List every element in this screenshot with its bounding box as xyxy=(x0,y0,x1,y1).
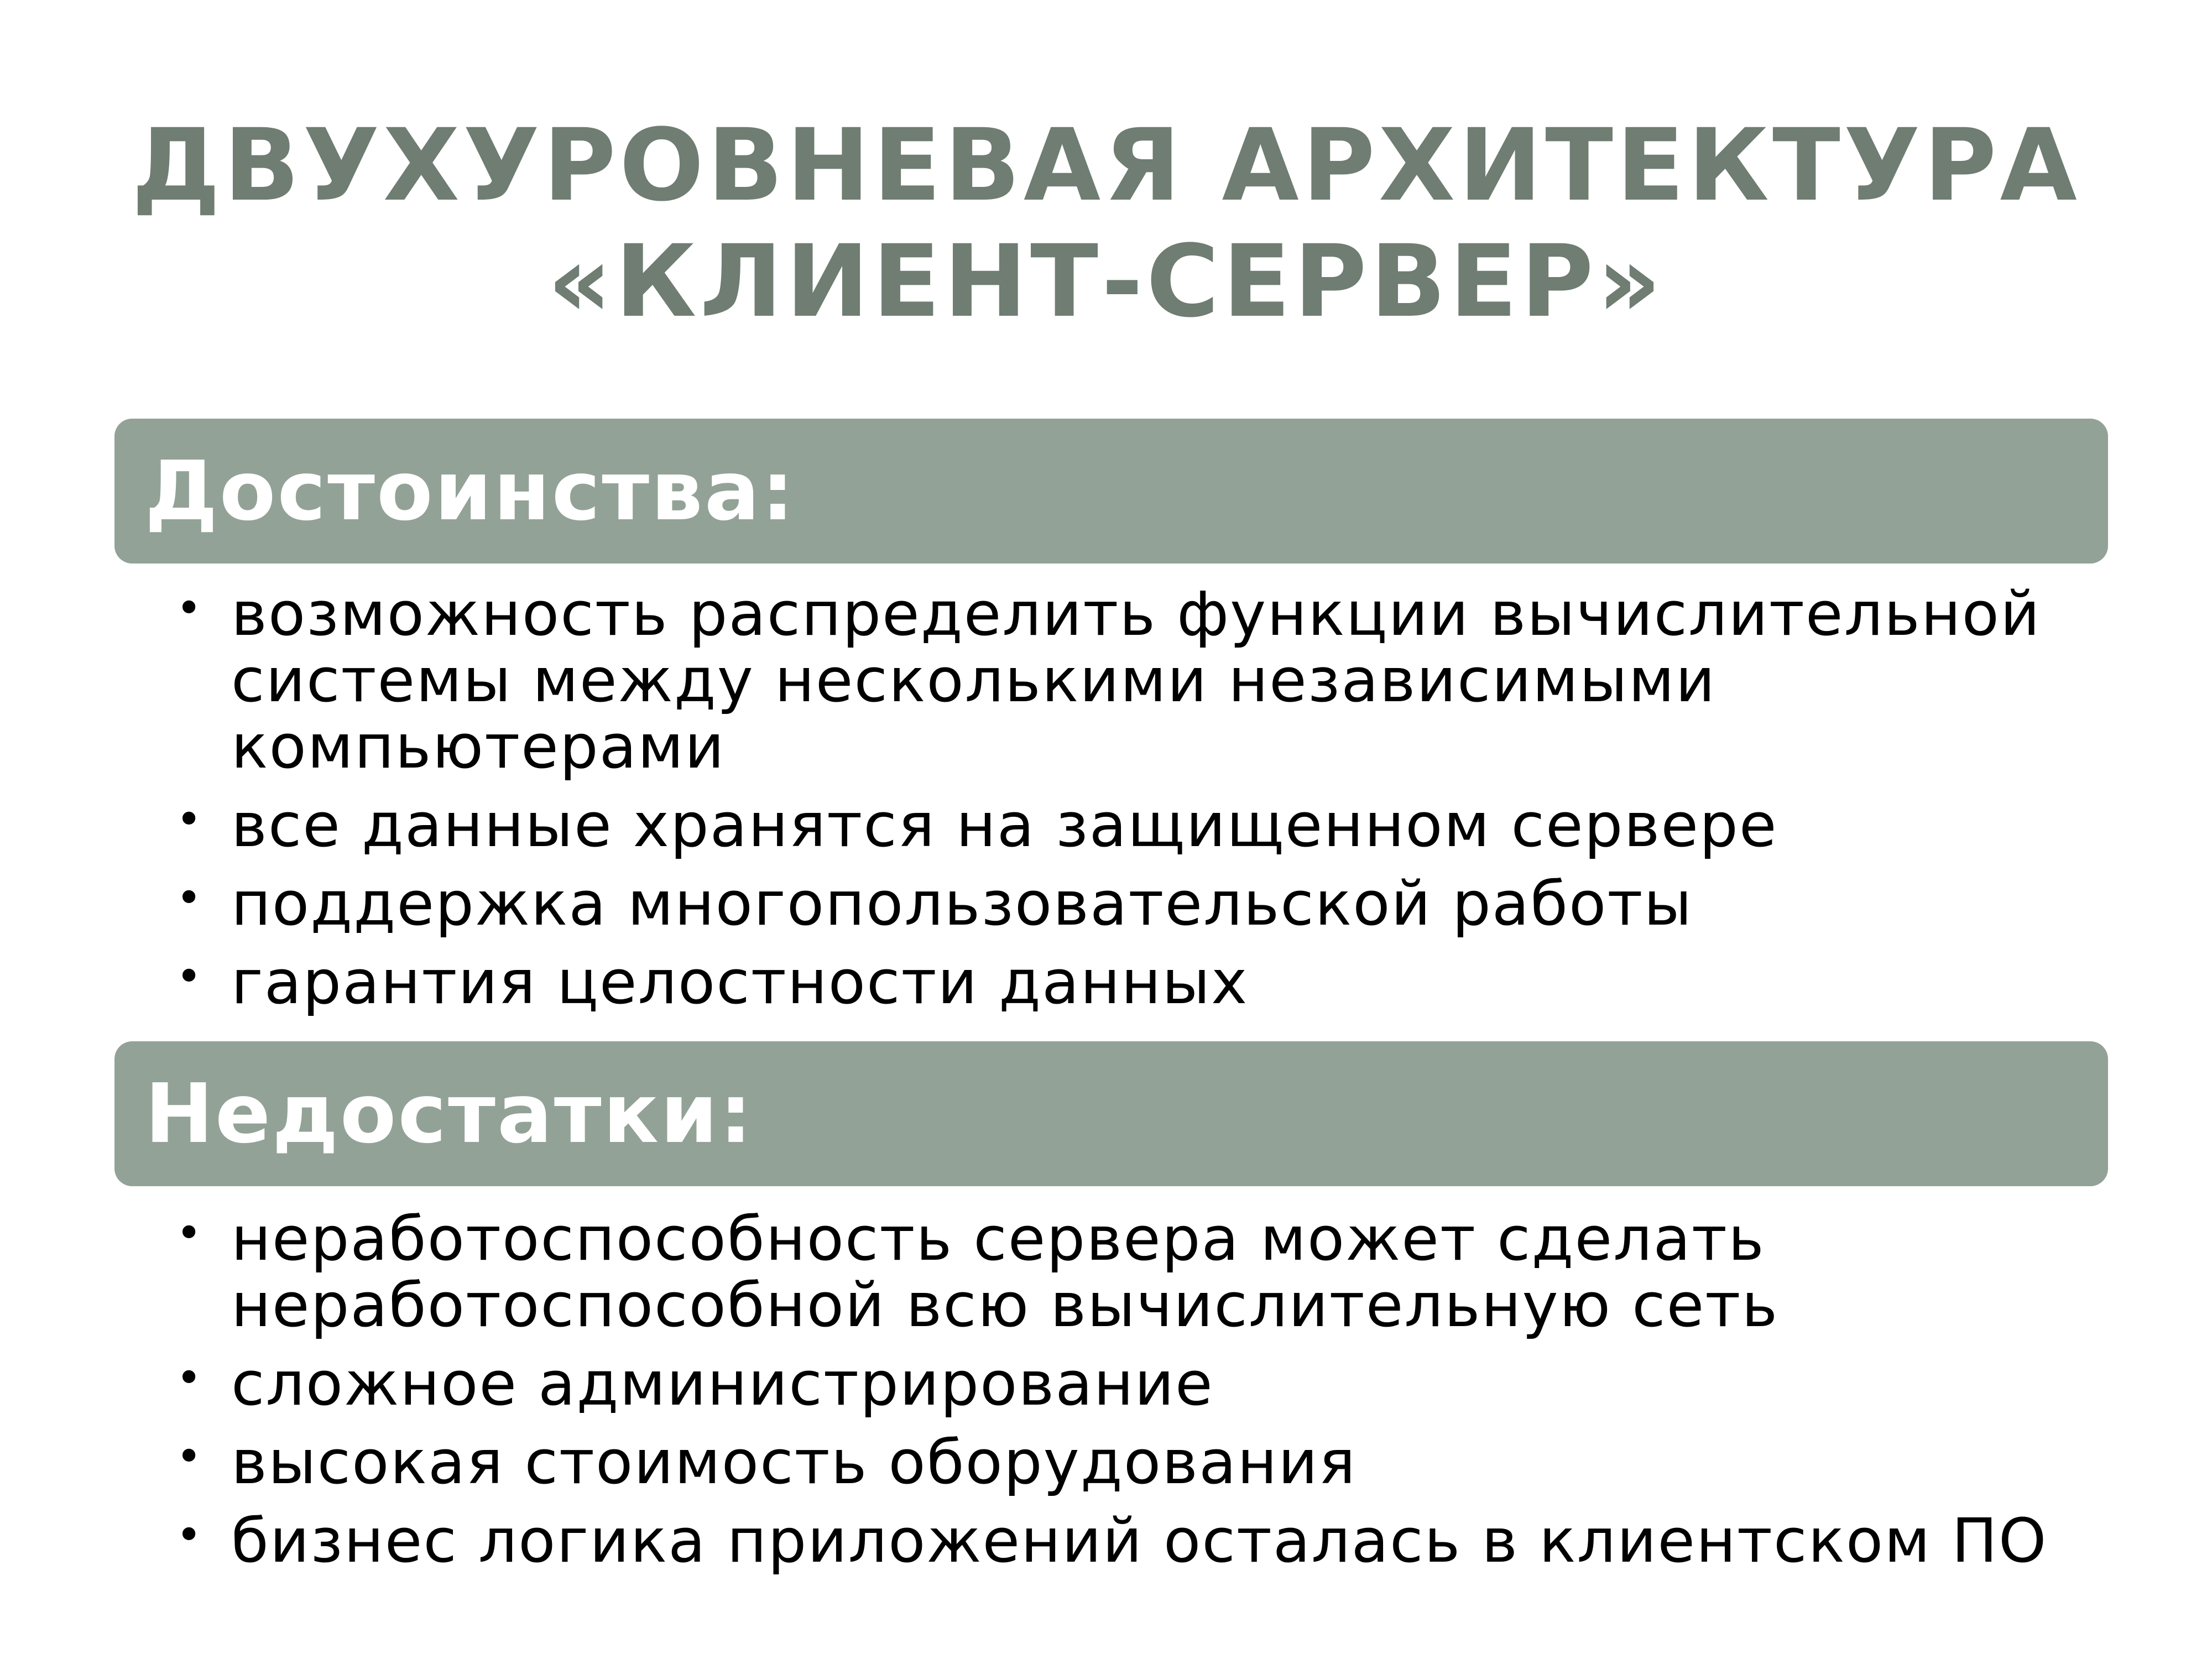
title-line-1: ДВУХУРОВНЕВАЯ АРХИТЕКТУРА xyxy=(132,108,2080,223)
bullet-icon: • xyxy=(176,872,204,924)
item-text-line: гарантия целостности данных xyxy=(231,947,1249,1018)
list-item xyxy=(166,792,2157,858)
item-text-line: системы между несколькими независимыми xyxy=(231,645,1717,716)
bullet-icon: • xyxy=(176,1207,204,1259)
bullet-icon: • xyxy=(176,582,204,634)
item-text-line: высокая стоимость оборудования xyxy=(231,1427,1357,1498)
list-item xyxy=(166,947,2157,1018)
bullet-icon: • xyxy=(176,794,204,845)
item-text-line: сложное администрирование xyxy=(231,1348,1214,1419)
bullet-icon: • xyxy=(176,951,204,1002)
list-item xyxy=(166,1350,2157,1417)
list-item xyxy=(166,1203,2157,1340)
title-line-2: «КЛИЕНТ-СЕРВЕР» xyxy=(547,224,1665,340)
item-text-line: поддержка многопользовательской работы xyxy=(231,868,1693,939)
bullet-icon: • xyxy=(176,1431,204,1482)
item-text-line: возможность распределить функции вычислительной xyxy=(231,578,2041,649)
list-item xyxy=(166,578,2157,782)
advantages-header: Достоинства: xyxy=(114,419,2108,564)
item-text-line: неработоспособность сервера может сделать xyxy=(231,1203,1765,1274)
disadvantages-header: Недостатки: xyxy=(114,1041,2108,1186)
list-item xyxy=(166,1507,2157,1574)
item-text-line: неработоспособной всю вычислительную сеть xyxy=(231,1270,1779,1340)
item-text-line: все данные хранятся на защищенном сервере xyxy=(231,790,1778,860)
item-text-line: бизнес логика приложений осталась в клиентском ПО xyxy=(231,1505,2048,1576)
item-text-line: компьютерами xyxy=(231,711,726,782)
bullet-icon: • xyxy=(176,1509,204,1561)
list-item xyxy=(166,1427,2157,1498)
advantages-list xyxy=(166,578,2157,1027)
bullet-icon: • xyxy=(176,1352,204,1404)
list-item xyxy=(166,870,2157,937)
disadvantages-list xyxy=(166,1203,2157,1586)
slide-title xyxy=(0,108,2212,340)
